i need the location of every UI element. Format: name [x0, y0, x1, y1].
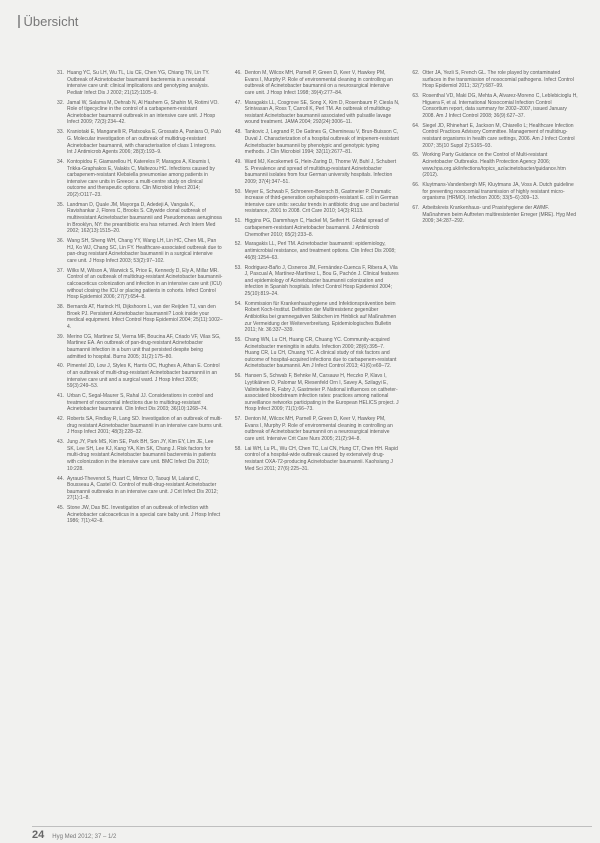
reference-number: 57. — [234, 416, 242, 423]
reference-number: 31. — [57, 70, 64, 76]
reference-text: Denton M, Wilcox MH, Parnell P, Green D, Keer V, Hawkey PM, Evans I, Murphy P. Role of environmental cleaning in controlling an outbreak of Acinetobacter baumannii on a neurosurgical intensive care unit. Intensive Crit Care Nurs 2005; 21(2):94–8. — [244, 416, 393, 442]
reference-text: Ayraud-Thevenot S, Huart C, Mimoz O, Taouqi M, Laland C, Bousseau A, Castel O. Control of multi-drug-resistant Acinetobacter baumannii outbreaks in an intensive care unit. J Crit Infect Dis 2012; 27(1):1–8. — [67, 475, 218, 502]
reference-number: 38. — [57, 304, 64, 311]
header-bar — [18, 15, 20, 28]
reference-item — [55, 70, 223, 96]
reference-item — [233, 265, 401, 298]
reference-item — [233, 241, 401, 261]
reference-column-2 — [233, 70, 401, 805]
reference-number: 56. — [234, 373, 242, 380]
reference-item — [233, 301, 401, 334]
reference-item — [233, 70, 401, 96]
reference-text: Bernards AT, Harinck HI, Dijkshoorn L, van der Reijden TJ, van den Broek PJ. Persistent Acinetobacter baumannii? Look inside your medical equipment. Infect Control Hosp Epidemiol 2004; 25(11):1002–4. — [67, 304, 223, 330]
reference-item — [233, 129, 401, 155]
reference-number: 34. — [57, 159, 64, 166]
reference-item — [233, 218, 401, 238]
reference-text: Stone JW, Das BC. Investigation of an outbreak of infection with Acinetobacter calcoaceticus in a special care baby unit. J Hosp Infect 1986; 7(1):42–8. — [67, 505, 221, 525]
reference-number: 50. — [234, 188, 242, 195]
reference-number: 52. — [234, 241, 242, 248]
reference-item — [55, 439, 223, 472]
reference-number: 40. — [57, 363, 64, 370]
reference-item — [410, 152, 578, 178]
reference-text: Chang WN, Lu CH, Huang CR, Chuang YC. Community-acquired Acinetobacter meningitis in adults. Infection 2000; 28(6):395–7. Huang CR, Lu CH, Chuang YC. A clinical study of risk factors and outcome of hospital-acquired infections due to carbapenem-resistant Acinetobacter baumannii. Am J Infect Control 2013; 41(6):e69–72. — [244, 337, 397, 370]
reference-number: 48. — [234, 129, 242, 136]
reference-number: 46. — [234, 70, 242, 76]
reference-item — [55, 476, 223, 502]
reference-item — [233, 337, 401, 370]
reference-item — [55, 505, 223, 525]
reference-item — [410, 205, 578, 225]
reference-item — [233, 159, 401, 185]
section-title: Übersicht — [23, 14, 79, 29]
reference-number: 54. — [234, 300, 242, 307]
reference-text: Kommission für Krankenhaushygiene und Infektionsprävention beim Robert Koch-Institut. Definition der Multiresistenz gegenüber Antibiotika bei gramnegativen Stäbchen im Hinblick auf Maßnahmen zur Vermeidung der Weiterverbreitung. Epidemiologisches Bulletin 2011; Nr. 36:337–339. — [244, 300, 397, 334]
reference-text: Denton M, Wilcox MH, Parnell P, Green D, Keer V, Hawkey PM, Evans I, Murphy P. Role of environmental cleaning in controlling an outbreak of Acinetobacter baumannii on a neurosurgical intensive care unit. J Hosp Infect 1998; 39(4):277–84. — [244, 70, 393, 96]
page-number: 24 — [32, 829, 45, 841]
reference-number: 37. — [57, 267, 64, 274]
reference-text: Arbeitskreis Krankenhaus- und Praxishygiene der AWMF. Maßnahmen beim Auftreten multiresistenter Erreger (MRE). Hyg Med 2009; 34:287–292. — [422, 205, 577, 225]
reference-column-3 — [410, 70, 578, 805]
reference-item — [55, 100, 223, 126]
reference-column-1 — [55, 70, 223, 805]
reference-item — [55, 202, 223, 235]
reference-text: Urban C, Segal-Maurer S, Rahal JJ. Considerations in control and treatment of nosocomial infections due to multidrug-resistant Acinetobacter baumannii. Clin Infect Dis 2003; 36(10):1268–74. — [67, 393, 214, 413]
reference-text: Tankovic J, Legrand P, De Gatines G, Chemineau V, Brun-Buisson C, Duval J. Characterization of a hospital outbreak of imipenem-resistant Acinetobacter baumannii by phenotypic and genotypic typing methods. J Clin Microbiol 1994; 32(11):2677–81. — [244, 129, 399, 156]
reference-item — [55, 304, 223, 330]
reference-number: 36. — [57, 238, 64, 245]
reference-text: Rodriguez-Baño J, Cisneros JM, Fernández-Cuenca F, Ribera A, Vila J, Pascual A, Martínez-Martínez L, Bou G, Pachón J. Clinical features and epidemiology of Acinetobacter baumannii colonization and infection in Spanish hospitals. Infect Control Hosp Epidemiol 2004; 25(10):819–24. — [244, 264, 399, 297]
reference-text: Meyer E, Schwab F, Schroeren-Boersch B, Gastmeier P. Dramatic increase of third-generation cephalosporin-resistant E. coli in German intensive care units: secular trends in antibiotic drug use and bacterial resistance, 2001 to 2008. Crit Care 2010; 14(3):R113. — [244, 188, 399, 215]
reference-text: Kluytmans-Vandenbergh MF, Kluytmans JA, Voss A. Dutch guideline for preventing nosocomial transmission of highly resistant micro-organisms (HRMO). Infection 2005; 33(5–6):309–13. — [422, 182, 574, 202]
reference-number: 58. — [234, 445, 242, 452]
reference-text: Jamal W, Salama M, Dehrab N, Al Hashem G, Shahin M, Rotimi VO. Role of tigecycline in the control of a carbapenem-resistant Acinetobacter baumannii outbreak in an intensive care unit. J Hosp Infect 2009; 72(3):234–42. — [67, 99, 219, 126]
reference-text: Wang SH, Sheng WH, Chang YY, Wang LH, Lin HC, Chen ML, Pan HJ, Ko WJ, Chang SC, Lin FY. Healthcare-associated outbreak due to pan-drug resistant Acinetobacter baumannii in a surgical intensive care unit. J Hosp Infect 2003; 53(2):97–102. — [67, 238, 222, 264]
reference-text: Higgins PG, Dammhayn C, Hackel M, Seifert H. Global spread of carbapenem-resistant Acinetobacter baumannii. J Antimicrob Chemother 2010; 65(2):233–8. — [244, 218, 389, 238]
reference-number: 33. — [57, 129, 64, 136]
reference-text: Siegel JD, Rhinehart E, Jackson M, Chiarello L; Healthcare Infection Control Practices Advisory Committee. Management of multidrug-resistant organisms in health care settings, 2006. Am J Infect Control 2007; 35(10 Suppl 2):S165–93. — [422, 122, 575, 149]
page-footer — [32, 826, 592, 841]
reference-item — [55, 129, 223, 155]
reference-text: Roberts SA, Findlay R, Lang SD. Investigation of an outbreak of multi-drug resistant Acinetobacter baumannii in an intensive care burns unit. J Hosp Infect 2001; 48(3):228–32. — [67, 416, 223, 436]
reference-number: 43. — [57, 439, 64, 446]
reference-number: 62. — [412, 70, 420, 76]
reference-text: Hansen S, Schwab F, Behnke M, Carsauw H, Heczko P, Klavs I, Lyytikäinen O, Palomar M, Riesenfeld Orn I, Savey A, Szilagyi E, Valinteliene R, Fabry J, Gastmeier P. National influences on catheter-associated bloodstream infection rates: practices among national surveillance networks participating in the European HELICS project. J Hosp Infect 2009; 71(1):66–73. — [244, 373, 399, 413]
reference-text: Otter JA, Yezli S, French GL. The role played by contaminated surfaces in the transmission of nosocomial pathogens. Infect Control Hosp Epidemiol 2011; 32(7):687–99. — [422, 70, 574, 90]
reference-item — [410, 93, 578, 119]
reference-text: Rosenthal VD, Maki DG, Mehta A, Alvarez-Moreno C, Leblebicioglu H, Higuera F, et al. International Nosocomial Infection Control Consortium report, data summary for 2002–2007, issued January 2008. Am J Infect Control 2008; 36(9):627–37. — [422, 93, 578, 119]
reference-text: Ward MJ, Kecskemeti G, Hein-Zaring D, Thorne W, Buhl J, Schubert S. Prevalence and spread of multidrug-resistant Acinetobacter baumannii isolates from four German university hospitals. Infection 2009; 37(4):347–51. — [244, 159, 397, 185]
reference-item — [233, 373, 401, 413]
reference-number: 32. — [57, 99, 64, 106]
reference-number: 51. — [234, 218, 242, 225]
reference-number: 39. — [57, 333, 64, 340]
reference-number: 64. — [412, 122, 420, 129]
reference-item — [233, 100, 401, 126]
page-header — [18, 14, 78, 29]
journal-citation: Hyg Med 2012; 37 – 1/2 — [52, 834, 117, 840]
reference-item — [410, 182, 578, 202]
reference-text: Maragakis LL, Perl TM. Acinetobacter baumannii: epidemiology, antimicrobial resistance, and treatment options. Clin Infect Dis 2008; 46(8):1254–63. — [244, 241, 396, 261]
reference-text: Wilks M, Wilson A, Warwick S, Price E, Kennedy D, Ely A, Millar MR. Control of an outbreak of multidrug-resistant Acinetobacter baumannii-calcoaceticus colonization and infection in an intensive care unit (ICU) without closing the ICU or placing patients in cohorts. Infect Control Hosp Epidemiol 2006; 27(7):654–8. — [67, 267, 223, 301]
reference-text: Pimentel JD, Low J, Styles K, Harris OC, Hughes A, Athan E. Control of an outbreak of multi-drug-resistant Acinetobacter baumannii in an intensive care unit and a surgical ward. J Hosp Infect 2005; 59(3):249–53. — [67, 363, 220, 390]
reference-item — [55, 393, 223, 413]
reference-item — [233, 446, 401, 472]
reference-number: 63. — [412, 93, 420, 100]
reference-item — [55, 334, 223, 360]
reference-item — [410, 70, 578, 90]
reference-item — [55, 238, 223, 264]
reference-number: 42. — [57, 416, 64, 423]
reference-item — [410, 123, 578, 149]
reference-item — [55, 363, 223, 389]
reference-text: Kontopidou F, Giamarellou H, Katerelos P, Maragos A, Kioumis I, Trikka-Graphakos E, Valakis C, Maltezou HC. Infections caused by carbapenem-resistant Klebsiella pneumoniae among patients in intensive care units in Greece: a multi-centre study on clinical outcome and therapeutic options. Clin Microbiol Infect 2014; 20(2):O117–23. — [67, 159, 215, 198]
reference-text: Maragakis LL, Cosgrove SE, Song X, Kim D, Rosenbaum P, Ciesla N, Srinivasan A, Ross T, Carroll K, Perl TM. An outbreak of multidrug-resistant Acinetobacter baumannii associated with pulsatile lavage wound treatment. JAMA 2004; 292(24):3006–11. — [244, 99, 400, 126]
reference-item — [55, 159, 223, 199]
reference-item — [233, 189, 401, 215]
reference-text: Lai WH, Lu PL, Wu CH, Chen TC, Lai CN, Hung CT, Chen HH. Rapid control of a hospital-wide outbreak caused by extensively drug-resistant OXA-72-producing Acinetobacter baumannii. Kaohsiung J Med Sci 2011; 27(6):225–31. — [244, 445, 398, 472]
reference-text: Jung JY, Park MS, Kim SE, Park BH, Son JY, Kim EY, Lim JE, Lee SK, Lee SH, Lee KJ, Kang YA, Kim SK, Chang J. Risk factors for multi-drug resistant Acinetobacter baumannii bacteremia in patients with colonization in the intensive care unit. BMC Infect Dis 2010; 10:228. — [67, 439, 216, 472]
reference-text: Landman D, Quale JM, Mayorga D, Adedeji A, Vangala K, Ravishankar J, Flores C, Brooks S. Citywide clonal outbreak of multiresistant Acinetobacter baumannii and Pseudomonas aeruginosa in Brooklyn, NY: the preantibiotic era has returned. Arch Intern Med 2002; 162(13):1515–20. — [67, 201, 222, 235]
reference-item — [55, 416, 223, 436]
reference-columns — [55, 70, 578, 805]
reference-number: 35. — [57, 201, 64, 208]
reference-number: 55. — [234, 337, 242, 344]
reference-item — [233, 416, 401, 442]
reference-number: 53. — [234, 264, 242, 271]
reference-number: 45. — [57, 505, 64, 512]
reference-number: 67. — [412, 205, 420, 212]
reference-number: 41. — [57, 393, 64, 400]
reference-text: Kraniotaki E, Manganelli R, Platsouka E, Grossato A, Paniara O, Palù G. Molecular investigation of an outbreak of multidrug-resistant Acinetobacter baumannii, with characterisation of class 1 integrons. Int J Antimicrob Agents 2006; 28(3):193–9. — [67, 129, 221, 156]
reference-number: 66. — [412, 182, 420, 189]
reference-number: 44. — [57, 475, 64, 482]
reference-item — [55, 268, 223, 301]
reference-number: 49. — [234, 159, 242, 166]
reference-text: Huang YC, Su LH, Wu TL, Liu CE, Chen YG, Chiang TN, Lin TY. Outbreak of Acinetobacter baumannii bacteremia in a neonatal intensive care unit: clinical implications and genotyping analysis. Pediatr Infect Dis J 2002; 21(12):1105–9. — [67, 70, 210, 96]
reference-number: 65. — [412, 152, 420, 159]
reference-number: 47. — [234, 99, 242, 106]
reference-text: Working Party Guidance on the Control of Multi-resistant Acinetobacter Outbreaks. Health Protection Agency 2006; www.hpa.org.uk/infections/topics_az/acinetobacter/guidance.htm (2012). — [422, 152, 566, 179]
reference-text: Merino CG, Martinez SI, Vierna MF, Boucina AF, Criado VF, Vilas SG, Martinez EA. An outbreak of pan-drug-resistant Acinetobacter baumannii infection in a burn unit that persisted despite being admitted to hospital. Burns 2005; 31(2):175–80. — [67, 333, 221, 360]
